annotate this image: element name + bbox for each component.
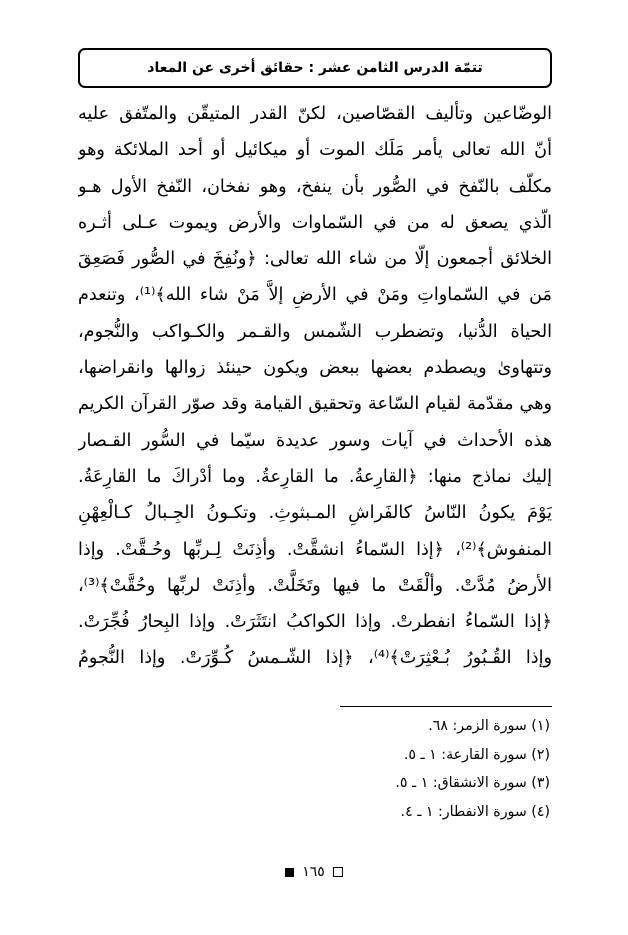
- running-header: [78, 48, 552, 88]
- footnote-divider: [340, 706, 552, 707]
- text-line: هذه الأحداث في آيات وسور عديدة سيّما في السُّور القـصار: [78, 430, 552, 451]
- text-line: إليك نماذج منها: ﴿القارِعةُ. ما القارِعةُ. وما أدْراكَ ما القارِعَةُ.: [78, 466, 552, 487]
- text-line: الّذي يصعق له من في السّماوات والأرض ويموت عـلى أثـره: [78, 212, 552, 233]
- footnotes: [395, 712, 550, 827]
- text-line: وإذا القُـبُورُ بُـعْثِرَتْ﴾⁽⁴⁾، ﴿إذا الشّـمسُ كُـوِّرَتْ. وإذا النُّجومُ: [78, 648, 552, 669]
- text-line: مَن في السّماواتِ ومَنْ في الأرضِ إلاَّ مَنْ شاء الله﴾⁽¹⁾، وتنعدم: [78, 285, 552, 306]
- outline-square-icon: [333, 867, 343, 877]
- footnote-item: (٢) سورة القارعة: ١ ـ ٥.: [403, 746, 550, 763]
- text-line: الأرضُ مُدَّتْ. وألْقَتْ ما فيها وتَخَلَّتْ. وأذِنَتْ لربِّها وحُقَّتْ﴾⁽³⁾،: [78, 575, 552, 596]
- main-text: [78, 96, 552, 677]
- page-number: ١٦٥: [302, 864, 325, 880]
- filled-square-icon: [285, 868, 294, 877]
- page-footer: [0, 860, 628, 884]
- text-line: الحياة الدُّنيا، وتضطرب الشّمس والقـمر والكـواكب والنُّجوم،: [78, 321, 552, 342]
- footnote-item: (٤) سورة الانفطار: ١ ـ ٤.: [400, 804, 550, 821]
- text-line: ﴿إذا السّماءُ انفطرتْ. وإذا الكواكبُ انتَثَرَتْ. وإذا البِحارُ فُجِّرَتْ.: [78, 612, 552, 633]
- text-line: الخلائق أجمعون إلّا من شاء الله تعالى: ﴿ونُفِخَ في الصُّور فَصَعِقَ: [78, 249, 552, 270]
- footnote-item: (١) سورة الزمر: ٦٨.: [428, 718, 550, 734]
- running-title: تتمّة الدرس الثامن عشر : حقائق أخرى عن المعاد: [147, 60, 483, 76]
- text-line: مكلّف بالنّفخ في الصُّور بأن ينفخ، وهو نفخان، النّفخ الأول هـو: [78, 176, 552, 197]
- footnote-item: (٣) سورة الانشقاق: ١ ـ ٥.: [395, 775, 550, 792]
- text-line: المنفوش﴾⁽²⁾، ﴿إذا السّماءُ انشقَّتْ. وأذِنَتْ لِـربِّها وحُـقَّتْ. وإذا: [78, 539, 552, 560]
- text-line: وتتهاوىٰ ويصطدم بعضها ببعض ويكون حينئذ زوالها وانقراضها،: [78, 358, 552, 379]
- text-line: أنّ الله تعالى يأمر مَلَك الموت أو ميكائيل أو أحد الملائكة وهو: [78, 140, 552, 161]
- text-line: الوضّاعين وتأليف القصّاصين، لكنّ القدر المتيقّن والمتّفق عليه: [78, 104, 552, 124]
- text-line: وهي مقدّمة لقيام السّاعة وتحقيق القيامة وقد صوّر القرآن الكريم: [78, 394, 552, 415]
- text-line: يَوْمَ يكونُ النّاسُ كالفَراشِ المـبثوثِ. وتكـونُ الجِـبالُ كـالْعِهْنِ: [78, 503, 552, 524]
